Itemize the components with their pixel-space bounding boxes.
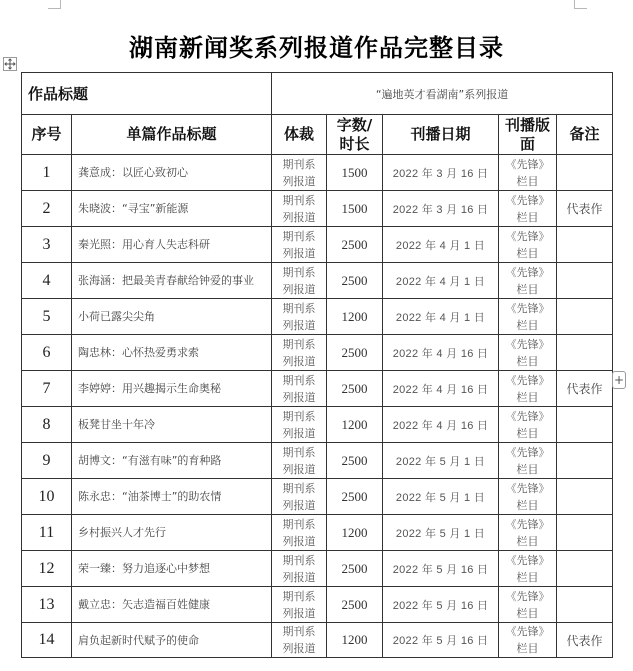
cell-title-text: 龚意成：以匠心致初心 (78, 166, 188, 179)
cell-title-text: 胡博文：“有滋有味”的育种路 (78, 454, 222, 467)
header-page-line1: 刊播版 (505, 115, 551, 134)
cell-note[interactable] (557, 479, 613, 515)
cell-page[interactable] (499, 263, 557, 299)
cell-note-text: 代表作 (566, 633, 603, 648)
header-page-line2: 面 (520, 134, 536, 153)
table-row (22, 479, 613, 515)
cell-genre-text: 期刊系 (282, 589, 316, 603)
table-row (22, 407, 613, 443)
cell-date-text: 2022 年 4 月 16 日 (392, 383, 489, 396)
cell-note[interactable] (557, 587, 613, 623)
cell-title[interactable] (72, 191, 272, 227)
header-note[interactable] (557, 115, 613, 155)
cell-date-text: 2022 年 3 月 16 日 (392, 167, 489, 180)
cell-page-text: 栏目 (516, 534, 539, 548)
cell-title[interactable] (72, 299, 272, 335)
cell-genre[interactable] (272, 443, 327, 479)
cell-page-text: 栏目 (516, 318, 539, 332)
cell-date[interactable] (383, 155, 499, 191)
table-row (22, 443, 613, 479)
cell-date-text: 2022 年 4 月 16 日 (392, 419, 489, 432)
works-table (21, 72, 613, 658)
cell-title-text: 小荷已露尖尖角 (78, 310, 155, 323)
cell-no-text: 6 (42, 343, 51, 361)
cell-title[interactable] (72, 587, 272, 623)
cell-date[interactable] (383, 515, 499, 551)
cell-date[interactable] (383, 371, 499, 407)
cell-words-text: 2500 (341, 596, 368, 612)
cell-no-text: 11 (38, 523, 55, 541)
cell-date[interactable] (383, 587, 499, 623)
cell-words[interactable] (327, 191, 383, 227)
cell-no[interactable] (22, 155, 72, 191)
cell-title-text: 朱晓波：“寻宝”新能源 (78, 202, 189, 215)
cell-genre-text: 期刊系 (282, 157, 316, 171)
cell-page-text: 《先锋》 (505, 157, 550, 171)
cell-words[interactable] (327, 443, 383, 479)
cell-genre[interactable] (272, 407, 327, 443)
cell-genre-text: 期刊系 (282, 517, 316, 531)
header-genre[interactable] (272, 115, 327, 155)
cell-title-text: 板凳甘坐十年冷 (78, 418, 155, 431)
cell-page-text: 《先锋》 (505, 229, 550, 243)
cell-note[interactable] (557, 371, 613, 407)
cell-date[interactable] (383, 407, 499, 443)
header-note-text: 备注 (569, 125, 600, 143)
cell-genre-text: 列报道 (282, 174, 316, 188)
cell-words-text: 2500 (341, 236, 368, 252)
cell-words-text: 2500 (341, 452, 368, 468)
table-row (22, 335, 613, 371)
cell-page-text: 《先锋》 (505, 589, 550, 603)
cell-page-text: 《先锋》 (505, 625, 550, 638)
cell-genre[interactable] (272, 551, 327, 587)
table-row (22, 551, 613, 587)
cell-date[interactable] (383, 263, 499, 299)
cell-title-text: 秦光照：用心育人失志科研 (78, 238, 210, 251)
cell-page[interactable] (499, 443, 557, 479)
cell-date-text: 2022 年 3 月 16 日 (392, 203, 489, 216)
cell-no[interactable] (22, 515, 72, 551)
cell-genre-text: 列报道 (282, 462, 316, 476)
cell-page[interactable] (499, 335, 557, 371)
cell-note[interactable] (557, 263, 613, 299)
cell-page-text: 《先锋》 (505, 553, 550, 567)
topic-row (22, 73, 613, 115)
cell-page[interactable] (499, 155, 557, 191)
cell-title[interactable] (72, 515, 272, 551)
cell-genre-text: 列报道 (282, 246, 316, 260)
cell-genre-text: 列报道 (282, 390, 316, 404)
cell-words[interactable] (327, 407, 383, 443)
header-words-line1: 字数/ (336, 115, 373, 134)
cell-genre[interactable] (272, 587, 327, 623)
cell-page-text: 《先锋》 (505, 337, 550, 351)
cell-words[interactable] (327, 371, 383, 407)
cell-page-text: 栏目 (516, 606, 539, 620)
cell-words-text: 2500 (341, 344, 368, 360)
cell-genre[interactable] (272, 299, 327, 335)
cell-no-text: 2 (42, 199, 51, 217)
cell-note[interactable] (557, 227, 613, 263)
cell-words[interactable] (327, 299, 383, 335)
cell-words-text: 1500 (341, 200, 368, 216)
cell-no[interactable] (22, 479, 72, 515)
cell-date[interactable] (383, 479, 499, 515)
cell-no-text: 7 (42, 379, 51, 397)
cell-page[interactable] (499, 515, 557, 551)
cell-genre-text: 列报道 (282, 282, 316, 296)
cell-title-text: 乡村振兴人才先行 (78, 526, 166, 539)
cell-no-text: 13 (38, 595, 55, 613)
cell-page-text: 《先锋》 (505, 373, 550, 387)
cell-page[interactable] (499, 299, 557, 335)
cell-no-text: 4 (42, 271, 51, 289)
cell-no[interactable] (22, 407, 72, 443)
cell-page-text: 栏目 (516, 282, 539, 296)
cell-genre-text: 列报道 (282, 354, 316, 368)
cell-words-text: 1200 (341, 524, 368, 540)
cell-page-text: 栏目 (516, 174, 539, 188)
cell-date-text: 2022 年 5 月 1 日 (395, 527, 486, 540)
cell-genre-text: 期刊系 (282, 193, 316, 207)
cell-note-text: 代表作 (566, 202, 603, 216)
cell-page[interactable] (499, 407, 557, 443)
cell-no-text: 1 (42, 163, 51, 181)
cell-words-text: 1200 (341, 308, 368, 324)
cell-genre-text: 期刊系 (282, 373, 316, 387)
cell-words-text: 2500 (341, 272, 368, 288)
cell-no-text: 8 (42, 415, 51, 433)
cell-words-text: 1200 (341, 416, 368, 432)
topic-label-text: 作品标题 (28, 85, 89, 103)
table-row (22, 191, 613, 227)
cell-genre-text: 期刊系 (282, 553, 316, 567)
cell-date[interactable] (383, 443, 499, 479)
table-row (22, 515, 613, 551)
cell-words[interactable] (327, 623, 383, 658)
cell-page-text: 栏目 (516, 390, 539, 404)
table-row (22, 371, 613, 407)
cell-genre[interactable] (272, 623, 327, 658)
header-no[interactable] (22, 115, 72, 155)
cell-genre[interactable] (272, 479, 327, 515)
cell-date[interactable] (383, 551, 499, 587)
cell-page[interactable] (499, 479, 557, 515)
cell-no[interactable] (22, 263, 72, 299)
cell-page[interactable] (499, 191, 557, 227)
topic-label[interactable] (22, 73, 272, 115)
cell-page-text: 栏目 (516, 426, 539, 440)
header-genre-text: 体裁 (284, 125, 315, 143)
cell-page-text: 《先锋》 (505, 265, 550, 279)
cell-no-text: 9 (42, 451, 51, 469)
cell-title[interactable] (72, 263, 272, 299)
cell-page[interactable] (499, 551, 557, 587)
cell-title[interactable] (72, 443, 272, 479)
cell-title[interactable] (72, 227, 272, 263)
table-row (22, 155, 613, 191)
cell-title[interactable] (72, 371, 272, 407)
cell-no[interactable] (22, 299, 72, 335)
cell-page-text: 《先锋》 (505, 301, 550, 315)
header-words[interactable] (327, 115, 383, 155)
table-row (22, 299, 613, 335)
table-row (22, 623, 613, 658)
cell-title[interactable] (72, 335, 272, 371)
cell-no[interactable] (22, 335, 72, 371)
cell-genre-text: 期刊系 (282, 625, 316, 638)
cell-page[interactable] (499, 623, 557, 658)
cell-date-text: 2022 年 4 月 1 日 (395, 239, 486, 252)
cell-page[interactable] (499, 371, 557, 407)
plus-icon: + (613, 373, 625, 387)
cell-genre-text: 列报道 (282, 570, 316, 584)
cell-words[interactable] (327, 335, 383, 371)
cell-note[interactable] (557, 551, 613, 587)
cell-note[interactable] (557, 335, 613, 371)
cell-genre-text: 列报道 (282, 210, 316, 224)
cell-words[interactable] (327, 587, 383, 623)
cell-no[interactable] (22, 623, 72, 658)
cell-genre-text: 列报道 (282, 426, 316, 440)
cell-genre[interactable] (272, 335, 327, 371)
cell-genre-text: 期刊系 (282, 337, 316, 351)
cell-genre-text: 期刊系 (282, 481, 316, 495)
table-row (22, 227, 613, 263)
cell-title[interactable] (72, 155, 272, 191)
cell-genre-text: 列报道 (282, 498, 316, 512)
cell-no[interactable] (22, 191, 72, 227)
cell-genre[interactable] (272, 191, 327, 227)
cell-no-text: 10 (38, 487, 55, 505)
cell-page[interactable] (499, 227, 557, 263)
cell-genre-text: 期刊系 (282, 265, 316, 279)
cell-title-text: 张海涵：把最美青春献给钟爱的事业 (78, 274, 254, 287)
cell-title-text: 荣一臻：努力追逐心中梦想 (78, 562, 210, 575)
topic-value[interactable] (272, 73, 613, 115)
cell-date[interactable] (383, 623, 499, 658)
cell-words[interactable] (327, 263, 383, 299)
cell-words-text: 1500 (341, 164, 368, 180)
cell-page-text: 《先锋》 (505, 517, 550, 531)
cell-genre[interactable] (272, 515, 327, 551)
cell-no[interactable] (22, 443, 72, 479)
cell-date-text: 2022 年 5 月 1 日 (395, 455, 486, 468)
cell-genre-text: 期刊系 (282, 301, 316, 315)
cell-no[interactable] (22, 587, 72, 623)
cell-genre[interactable] (272, 371, 327, 407)
cell-date[interactable] (383, 299, 499, 335)
cell-date-text: 2022 年 5 月 16 日 (392, 599, 489, 612)
table-row (22, 587, 613, 623)
table-row (22, 263, 613, 299)
cell-genre-text: 列报道 (282, 318, 316, 332)
cell-genre-text: 期刊系 (282, 409, 316, 423)
cell-note[interactable] (557, 623, 613, 658)
cell-page-text: 《先锋》 (505, 445, 550, 459)
cell-words[interactable] (327, 155, 383, 191)
cell-note-text: 代表作 (566, 382, 603, 396)
cell-no[interactable] (22, 227, 72, 263)
cell-page-text: 栏目 (516, 642, 539, 655)
header-words-line2: 时长 (339, 134, 370, 153)
cell-title-text: 戴立忠：矢志造福百姓健康 (78, 598, 210, 611)
cell-title[interactable] (72, 479, 272, 515)
cell-date-text: 2022 年 5 月 16 日 (392, 635, 489, 647)
add-column-button[interactable] (612, 371, 626, 389)
cell-no[interactable] (22, 371, 72, 407)
header-date[interactable] (383, 115, 499, 155)
cell-genre[interactable] (272, 263, 327, 299)
header-page[interactable] (499, 115, 557, 155)
cell-date-text: 2022 年 5 月 1 日 (395, 491, 486, 504)
cell-words-text: 2500 (341, 560, 368, 576)
cell-no-text: 12 (38, 559, 55, 577)
page-margin-mark-left (48, 0, 61, 9)
cell-page-text: 《先锋》 (505, 409, 550, 423)
cell-date-text: 2022 年 4 月 16 日 (392, 347, 489, 360)
cell-genre-text: 期刊系 (282, 445, 316, 459)
cell-page[interactable] (499, 587, 557, 623)
cell-page-text: 《先锋》 (505, 481, 550, 495)
cell-no-text: 3 (42, 235, 51, 253)
cell-words[interactable] (327, 479, 383, 515)
cell-genre[interactable] (272, 227, 327, 263)
header-no-text: 序号 (31, 125, 62, 143)
cell-genre-text: 期刊系 (282, 229, 316, 243)
cell-date[interactable] (383, 227, 499, 263)
topic-value-text: “遍地英才看湖南”系列报道 (375, 87, 509, 101)
cell-page-text: 栏目 (516, 462, 539, 476)
cell-words-text: 1200 (341, 632, 368, 647)
cell-title-text: 陶忠林：心怀热爱勇求索 (78, 346, 199, 359)
cell-date[interactable] (383, 191, 499, 227)
cell-words-text: 2500 (341, 488, 368, 504)
cell-words-text: 2500 (341, 380, 368, 396)
cell-no[interactable] (22, 551, 72, 587)
cell-words[interactable] (327, 551, 383, 587)
cell-words[interactable] (327, 515, 383, 551)
page-margin-mark-right (574, 0, 587, 9)
cell-genre-text: 列报道 (282, 642, 316, 655)
cell-words[interactable] (327, 227, 383, 263)
header-date-text: 刊播日期 (410, 125, 471, 143)
cell-genre-text: 列报道 (282, 534, 316, 548)
cell-no-text: 5 (42, 307, 51, 325)
document-title: 湖南新闻奖系列报道作品完整目录 (129, 33, 504, 62)
cell-no-text: 14 (38, 631, 55, 648)
header-title-text: 单篇作品标题 (126, 125, 217, 143)
cell-date-text: 2022 年 5 月 16 日 (392, 563, 489, 576)
cell-date-text: 2022 年 4 月 1 日 (395, 275, 486, 288)
cell-title-text: 李婷婷：用兴趣揭示生命奥秘 (78, 382, 221, 395)
header-title[interactable] (72, 115, 272, 155)
cell-page-text: 栏目 (516, 354, 539, 368)
cell-page-text: 栏目 (516, 498, 539, 512)
cell-title[interactable] (72, 551, 272, 587)
cell-title-text: 肩负起新时代赋予的使命 (78, 633, 199, 647)
cell-title[interactable] (72, 407, 272, 443)
cell-note[interactable] (557, 443, 613, 479)
cell-date[interactable] (383, 335, 499, 371)
cell-title[interactable] (72, 623, 272, 658)
cell-date-text: 2022 年 4 月 1 日 (395, 311, 486, 324)
cell-page-text: 栏目 (516, 246, 539, 260)
cell-note[interactable] (557, 407, 613, 443)
cell-page-text: 栏目 (516, 570, 539, 584)
header-row (22, 115, 613, 155)
cell-note[interactable] (557, 515, 613, 551)
cell-page-text: 《先锋》 (505, 193, 550, 207)
cell-genre-text: 列报道 (282, 606, 316, 620)
cell-note[interactable] (557, 299, 613, 335)
cell-genre[interactable] (272, 155, 327, 191)
cell-title-text: 陈永忠：“油茶博士”的助农情 (78, 490, 222, 503)
cell-page-text: 栏目 (516, 210, 539, 224)
cell-note[interactable] (557, 191, 613, 227)
cell-note[interactable] (557, 155, 613, 191)
